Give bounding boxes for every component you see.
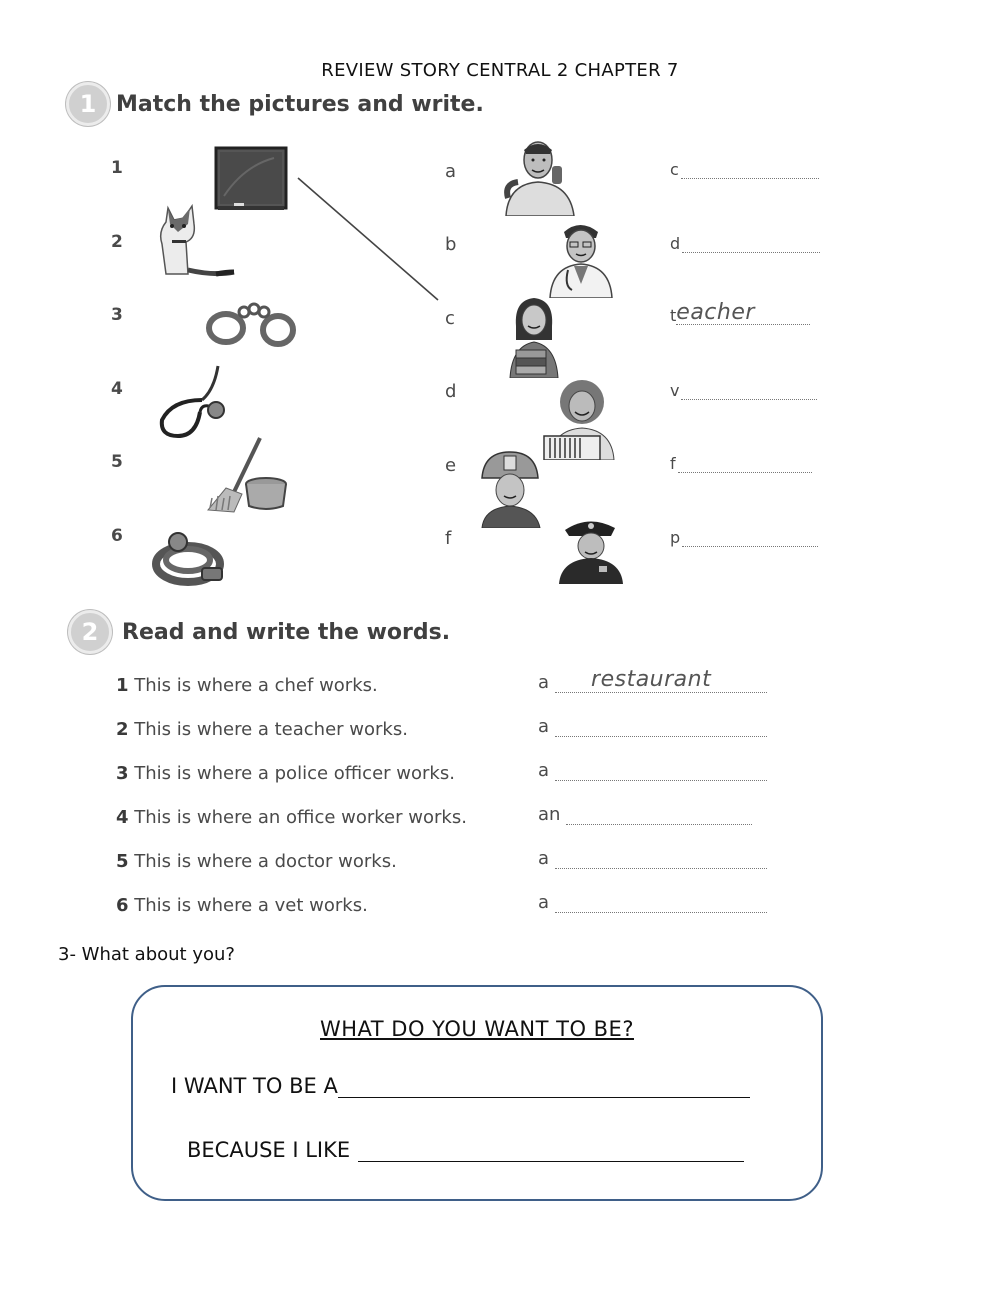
person-letter-a: a	[445, 161, 457, 182]
answer-field-4[interactable]: an	[538, 804, 752, 825]
answer-dots	[682, 234, 820, 253]
want-to-be-line[interactable]	[171, 1073, 750, 1098]
answer-field-3[interactable]: a	[538, 760, 767, 781]
cat-picture	[154, 202, 238, 282]
because-i-like-blank[interactable]	[358, 1137, 744, 1162]
question-row-5: 5 This is where a doctor works.	[116, 851, 397, 872]
answer-dots	[566, 804, 752, 825]
handcuffs-picture	[204, 300, 298, 350]
doctor-picture	[548, 220, 614, 298]
answer-dots	[555, 892, 767, 913]
question-row-4: 4 This is where an office worker works.	[116, 807, 467, 828]
item-number-6: 6	[111, 526, 123, 546]
match-line	[290, 170, 450, 310]
fire-hose-picture	[150, 524, 232, 594]
want-to-be-blank[interactable]	[338, 1073, 750, 1098]
answer-blank-a[interactable]: c	[670, 160, 819, 179]
section-2-title: Read and write the words.	[122, 619, 451, 645]
answer-blank-e[interactable]: f	[670, 454, 812, 473]
section-1-number-badge: 1	[66, 82, 110, 126]
answer-field-6[interactable]: a	[538, 892, 767, 913]
answer-dots: eacher	[676, 306, 810, 325]
question-row-6: 6 This is where a vet works.	[116, 895, 368, 916]
answer-field-5[interactable]: a	[538, 848, 767, 869]
what-about-you-box	[131, 985, 823, 1201]
item-number-2: 2	[111, 232, 123, 252]
mop-and-bucket-picture	[204, 436, 290, 516]
stethoscope-picture	[152, 360, 228, 440]
police-officer-picture	[555, 514, 625, 584]
teacher-picture	[508, 296, 560, 378]
answer-dots: restaurant	[555, 672, 767, 693]
answer-dots	[555, 716, 767, 737]
answer-blank-c[interactable]: t eacher	[670, 306, 810, 325]
question-row-3: 3 This is where a police officer works.	[116, 763, 455, 784]
item-number-1: 1	[111, 158, 123, 178]
box-title: WHAT DO YOU WANT TO BE?	[320, 1017, 634, 1041]
answer-dots	[555, 760, 767, 781]
item-number-4: 4	[111, 379, 123, 399]
person-letter-b: b	[445, 234, 457, 255]
chef-picture	[500, 138, 580, 216]
vet-picture	[542, 378, 622, 460]
person-letter-d: d	[445, 381, 457, 402]
item-number-3: 3	[111, 305, 123, 325]
firefighter-picture	[478, 450, 542, 528]
person-letter-c: c	[445, 308, 455, 329]
want-to-be-label: I WANT TO BE A	[171, 1074, 338, 1098]
answer-blank-d[interactable]: v	[670, 381, 817, 400]
section-1-title: Match the pictures and write.	[116, 91, 484, 117]
question-row-2: 2 This is where a teacher works.	[116, 719, 408, 740]
person-letter-f: f	[445, 528, 452, 549]
answer-dots	[555, 848, 767, 869]
section-1-heading	[66, 82, 484, 126]
document-title: REVIEW STORY CENTRAL 2 CHAPTER 7	[321, 60, 679, 81]
answer-blank-b[interactable]: d	[670, 234, 820, 253]
answer-dots	[678, 454, 812, 473]
because-i-like-line[interactable]	[187, 1137, 744, 1162]
item-number-5: 5	[111, 452, 123, 472]
section-2-heading	[68, 610, 450, 654]
answer-dots	[681, 160, 819, 179]
answer-blank-f[interactable]: p	[670, 528, 818, 547]
answer-dots	[681, 381, 817, 400]
answer-field-2[interactable]: a	[538, 716, 767, 737]
because-i-like-label: BECAUSE I LIKE	[187, 1138, 351, 1162]
answer-field-1[interactable]: a restaurant	[538, 672, 767, 693]
answer-dots	[682, 528, 818, 547]
person-letter-e: e	[445, 455, 457, 476]
section-2-number-badge: 2	[68, 610, 112, 654]
question-row-1: 1 This is where a chef works.	[116, 675, 378, 696]
section-3-label: 3- What about you?	[58, 944, 235, 965]
